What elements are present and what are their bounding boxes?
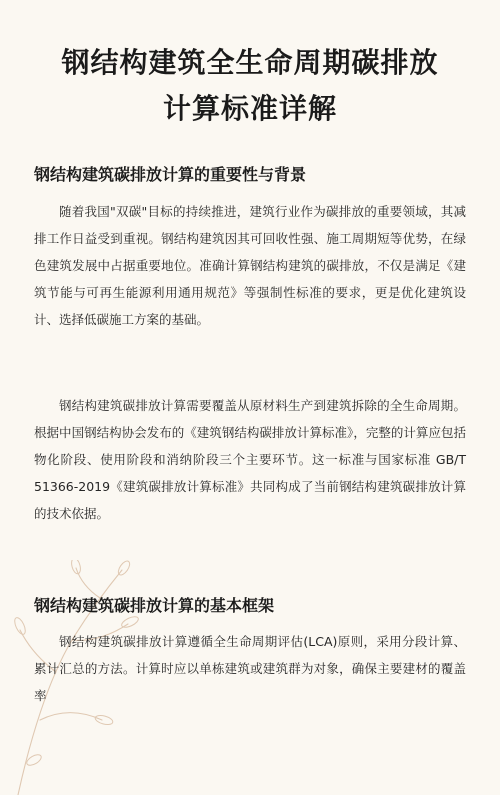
paragraph-importance-2: 钢结构建筑碳排放计算需要覆盖从原材料生产到建筑拆除的全生命周期。根据中国钢结构协会发布的《建筑钢结构碳排放计算标准》，完整的计算应包括物化阶段、使用阶段和消纳阶段三个主要环节。这一标准与国家标准 GB/T 51366-2019《建筑碳排放计算标准》共同构成了当前钢结构建筑碳排放计算的技术依据。 <box>34 398 466 521</box>
title-line-2: 计算标准详解 <box>162 92 337 125</box>
document-title <box>20 40 480 132</box>
section-heading-importance: 钢结构建筑碳排放计算的重要性与背景 <box>34 165 307 184</box>
paragraph-framework-1: 钢结构建筑碳排放计算遵循全生命周期评估(LCA)原则，采用分段计算、累计汇总的方法。计算时应以单栋建筑或建筑群为对象，确保主要建材的覆盖率 <box>34 634 466 703</box>
title-line-1: 钢结构建筑全生命周期碳排放 <box>61 46 439 79</box>
section-heading-framework: 钢结构建筑碳排放计算的基本框架 <box>34 596 275 615</box>
paragraph-importance-1: 随着我国"双碳"目标的持续推进，建筑行业作为碳排放的重要领域，其减排工作日益受到重视。钢结构建筑因其可回收性强、施工周期短等优势，在绿色建筑发展中占据重要地位。准确计算钢结构建筑的碳排放，不仅是满足《建筑节能与可再生能源利用通用规范》等强制性标准的要求，更是优化建筑设计、选择低碳施工方案的基础。 <box>34 204 466 327</box>
